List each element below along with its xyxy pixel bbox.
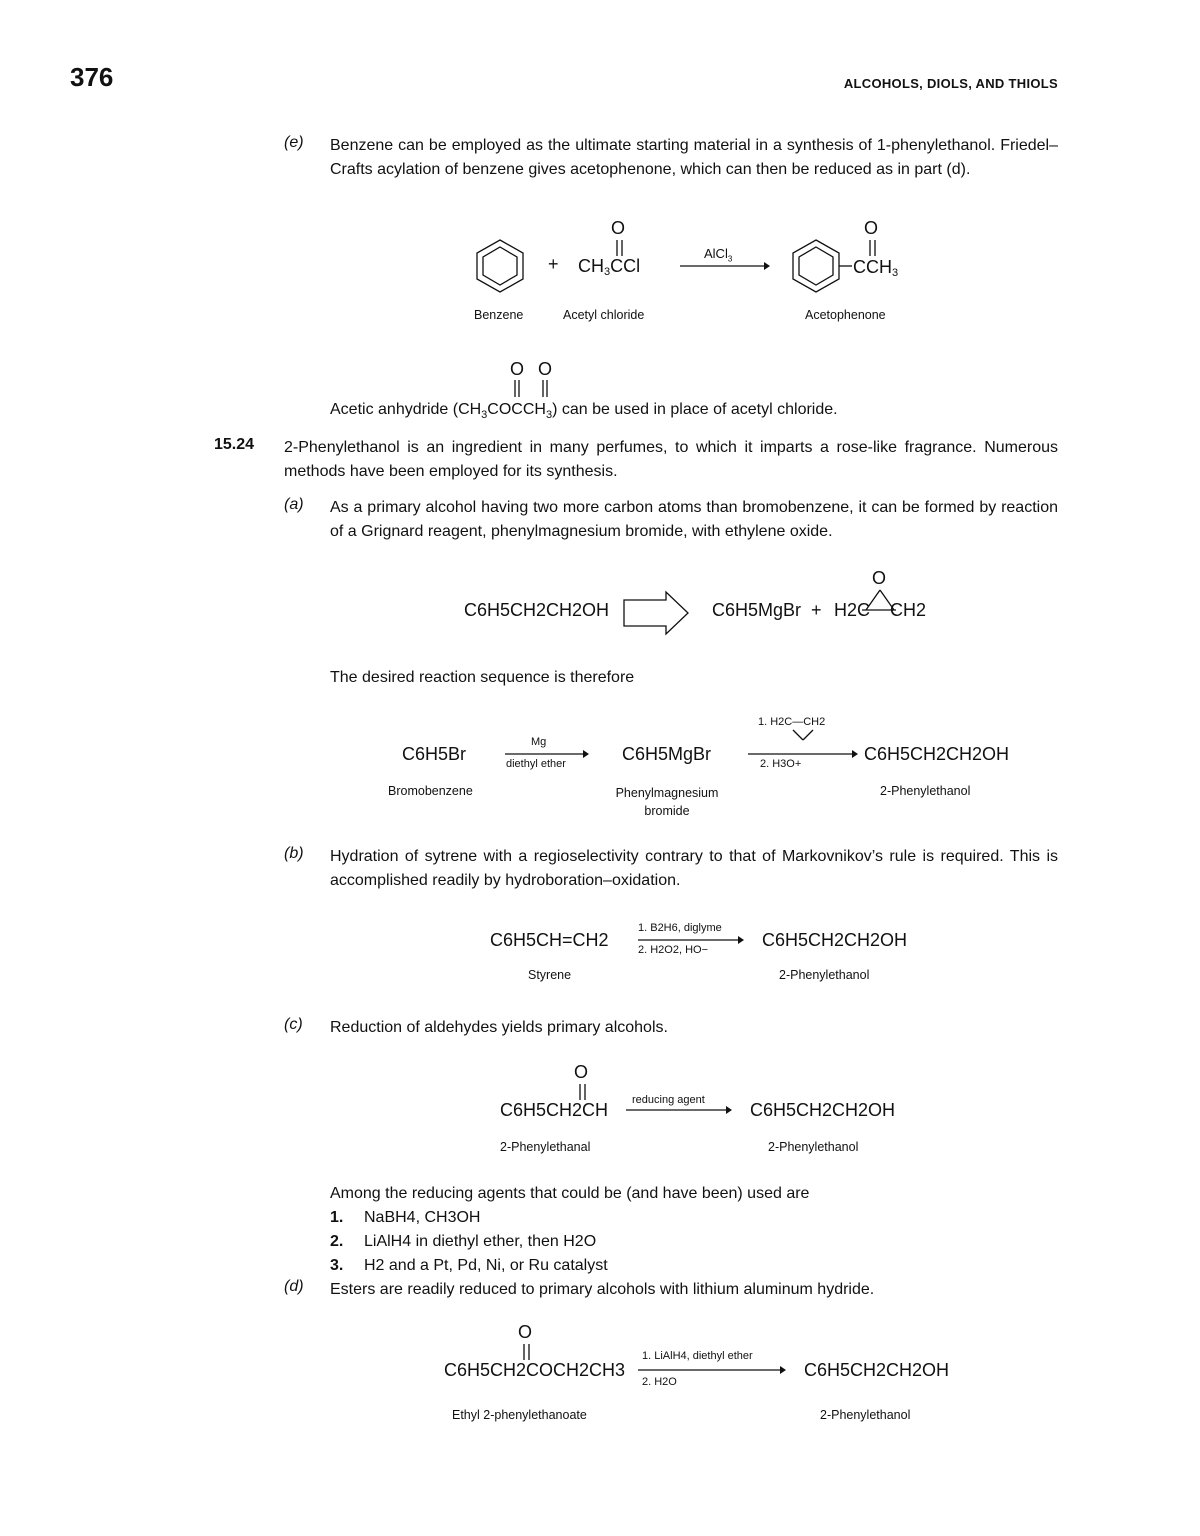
carbonyl-double-bond [865, 238, 885, 258]
caption-product: 2-Phenylethanol [880, 784, 971, 798]
product-formula: C6H5CH2CH2OH [864, 744, 1010, 764]
lialh4-reagent: 1. LiAlH4, diethyl ether [642, 1350, 753, 1362]
part-a-text: As a primary alcohol having two more carbon atoms than bromobenzene, it can be formed by reaction of a Grignard reagent, phenylmagnesium bromide, with ethylene oxide. [330, 499, 1058, 540]
epoxide-ring-bonds [790, 728, 816, 746]
hydroboration-reagent: 1. B2H6, diglyme [638, 922, 722, 934]
anhydride-oxygen-1: O [510, 359, 525, 379]
product-formula: C6H5CH2CH2OH [762, 930, 908, 950]
part-c-label: (c) [284, 1016, 303, 1033]
plus-sign: + [548, 254, 559, 274]
acetic-anhydride-note: Acetic anhydride $(CH_3COCCH_3)$ can be used in place of acetyl chloride. [330, 401, 838, 422]
agent-number: 3. [330, 1257, 344, 1274]
part-c-text: Reduction of aldehydes yields primary alcohols. [330, 1019, 668, 1036]
agent-item: LiAlH4 in diethyl ether, then H2O [364, 1233, 597, 1250]
part-b-label: (b) [284, 845, 304, 862]
reaction-arrow [680, 260, 770, 272]
reaction-arrow [638, 1364, 786, 1376]
caption-aldehyde: 2-Phenylethanal [500, 1140, 591, 1154]
agent-item: NaBH4, CH3OH [364, 1209, 481, 1226]
acetyl-oxygen: O [611, 218, 626, 238]
ester-oxygen: O [518, 1322, 533, 1342]
problem-intro: 2-Phenylethanol is an ingredient in many perfumes, to which it imparts a rose-like fragrance. Numerous methods have been employed for its synthesis. [284, 439, 1058, 480]
caption-benzene: Benzene [474, 308, 524, 322]
carbonyl-double-bond [575, 1082, 595, 1102]
product-formula: C6H5CH2CH2OH [750, 1100, 896, 1120]
running-title: ALCOHOLS, DIOLS, AND THIOLS [843, 76, 1058, 91]
anhydride-oxygen-2: O [538, 359, 553, 379]
retrosynthesis-arrow [622, 590, 692, 636]
reducing-agent-label: reducing agent [632, 1094, 705, 1106]
part-d-label: (d) [284, 1278, 304, 1295]
step1-reagent: Mg [531, 736, 547, 748]
step2-workup: 2. H3O+ [760, 758, 802, 770]
plus-sign: + [811, 600, 822, 620]
product-formula: C6H5CH2CH2OH [804, 1360, 950, 1380]
epoxide-left: H2C [834, 600, 871, 620]
carbonyl-double-bond [519, 1342, 539, 1362]
epoxide-right: CH2 [890, 600, 927, 620]
agent-item: H2 and a Pt, Pd, Ni, or Ru catalyst [364, 1257, 608, 1274]
problem-number: 15.24 [214, 436, 255, 453]
sequence-intro: The desired reaction sequence is therefore [330, 669, 635, 686]
caption-grignard: Phenylmagnesium bromide [615, 786, 719, 818]
acetophenone-ring-structure [786, 236, 846, 296]
water-workup: 2. H2O [642, 1376, 677, 1388]
bromobenzene-formula: C6H5Br [402, 744, 467, 764]
grignard-formula: C6H5MgBr [622, 744, 712, 764]
page-number: 376 [70, 62, 114, 92]
part-e-label: (e) [284, 134, 304, 151]
part-d-text: Esters are readily reduced to primary alcohols with lithium aluminum hydride. [330, 1281, 875, 1298]
aldehyde-oxygen: O [574, 1062, 589, 1082]
caption-styrene: Styrene [528, 968, 572, 982]
anhydride-carbonyl-bonds [511, 379, 561, 399]
agent-number: 2. [330, 1233, 344, 1250]
acetophenone-oxygen: O [864, 218, 879, 238]
caption-product: 2-Phenylethanol [779, 968, 870, 982]
ester-formula: C6H5CH2COCH2CH3 [444, 1360, 626, 1380]
step1-solvent: diethyl ether [506, 758, 566, 770]
agent-number: 1. [330, 1209, 344, 1226]
caption-bromobenzene: Bromobenzene [388, 784, 473, 798]
epoxide-oxygen: O [872, 568, 887, 588]
caption-ester: Ethyl 2-phenylethanoate [452, 1408, 587, 1422]
grignard-formula: C6H5MgBr [712, 600, 802, 620]
oxidation-reagent: 2. H2O2, HO− [638, 944, 709, 956]
caption-product: 2-Phenylethanol [768, 1140, 859, 1154]
caption-acetophenone: Acetophenone [805, 308, 886, 322]
aldehyde-formula: C6H5CH2CH [500, 1100, 609, 1120]
target-formula: C6H5CH2CH2OH [464, 600, 610, 620]
acetyl-chloride-formula: $CH_3CCl$ [578, 256, 641, 278]
reaction-arrow [626, 1104, 732, 1116]
catalyst-label: AlCl$_3$ [704, 246, 733, 264]
step2-reagent: 1. H2C—CH2 [758, 716, 826, 728]
styrene-formula: C6H5CH=CH2 [490, 930, 609, 950]
part-b-text: Hydration of sytrene with a regioselectivity contrary to that of Markovnikov’s rule is required. This is accomplished readily by hydroboration–oxidation. [330, 848, 1058, 889]
carbonyl-double-bond [612, 238, 632, 258]
agents-intro: Among the reducing agents that could be (and have been) used are [330, 1185, 810, 1202]
benzene-ring-structure [470, 236, 530, 296]
part-a-label: (a) [284, 496, 304, 513]
part-e-text: Benzene can be employed as the ultimate starting material in a synthesis of 1-phenylethanol. Friedel–Crafts acylation of benzene gives acetophenone, which can then be reduced as in part (d). [330, 137, 1058, 178]
caption-product: 2-Phenylethanol [820, 1408, 911, 1422]
caption-acetyl-chloride: Acetyl chloride [563, 308, 645, 322]
epoxide-ring-bonds [858, 588, 902, 614]
acetophenone-formula: $CCH_3$ [853, 257, 899, 279]
